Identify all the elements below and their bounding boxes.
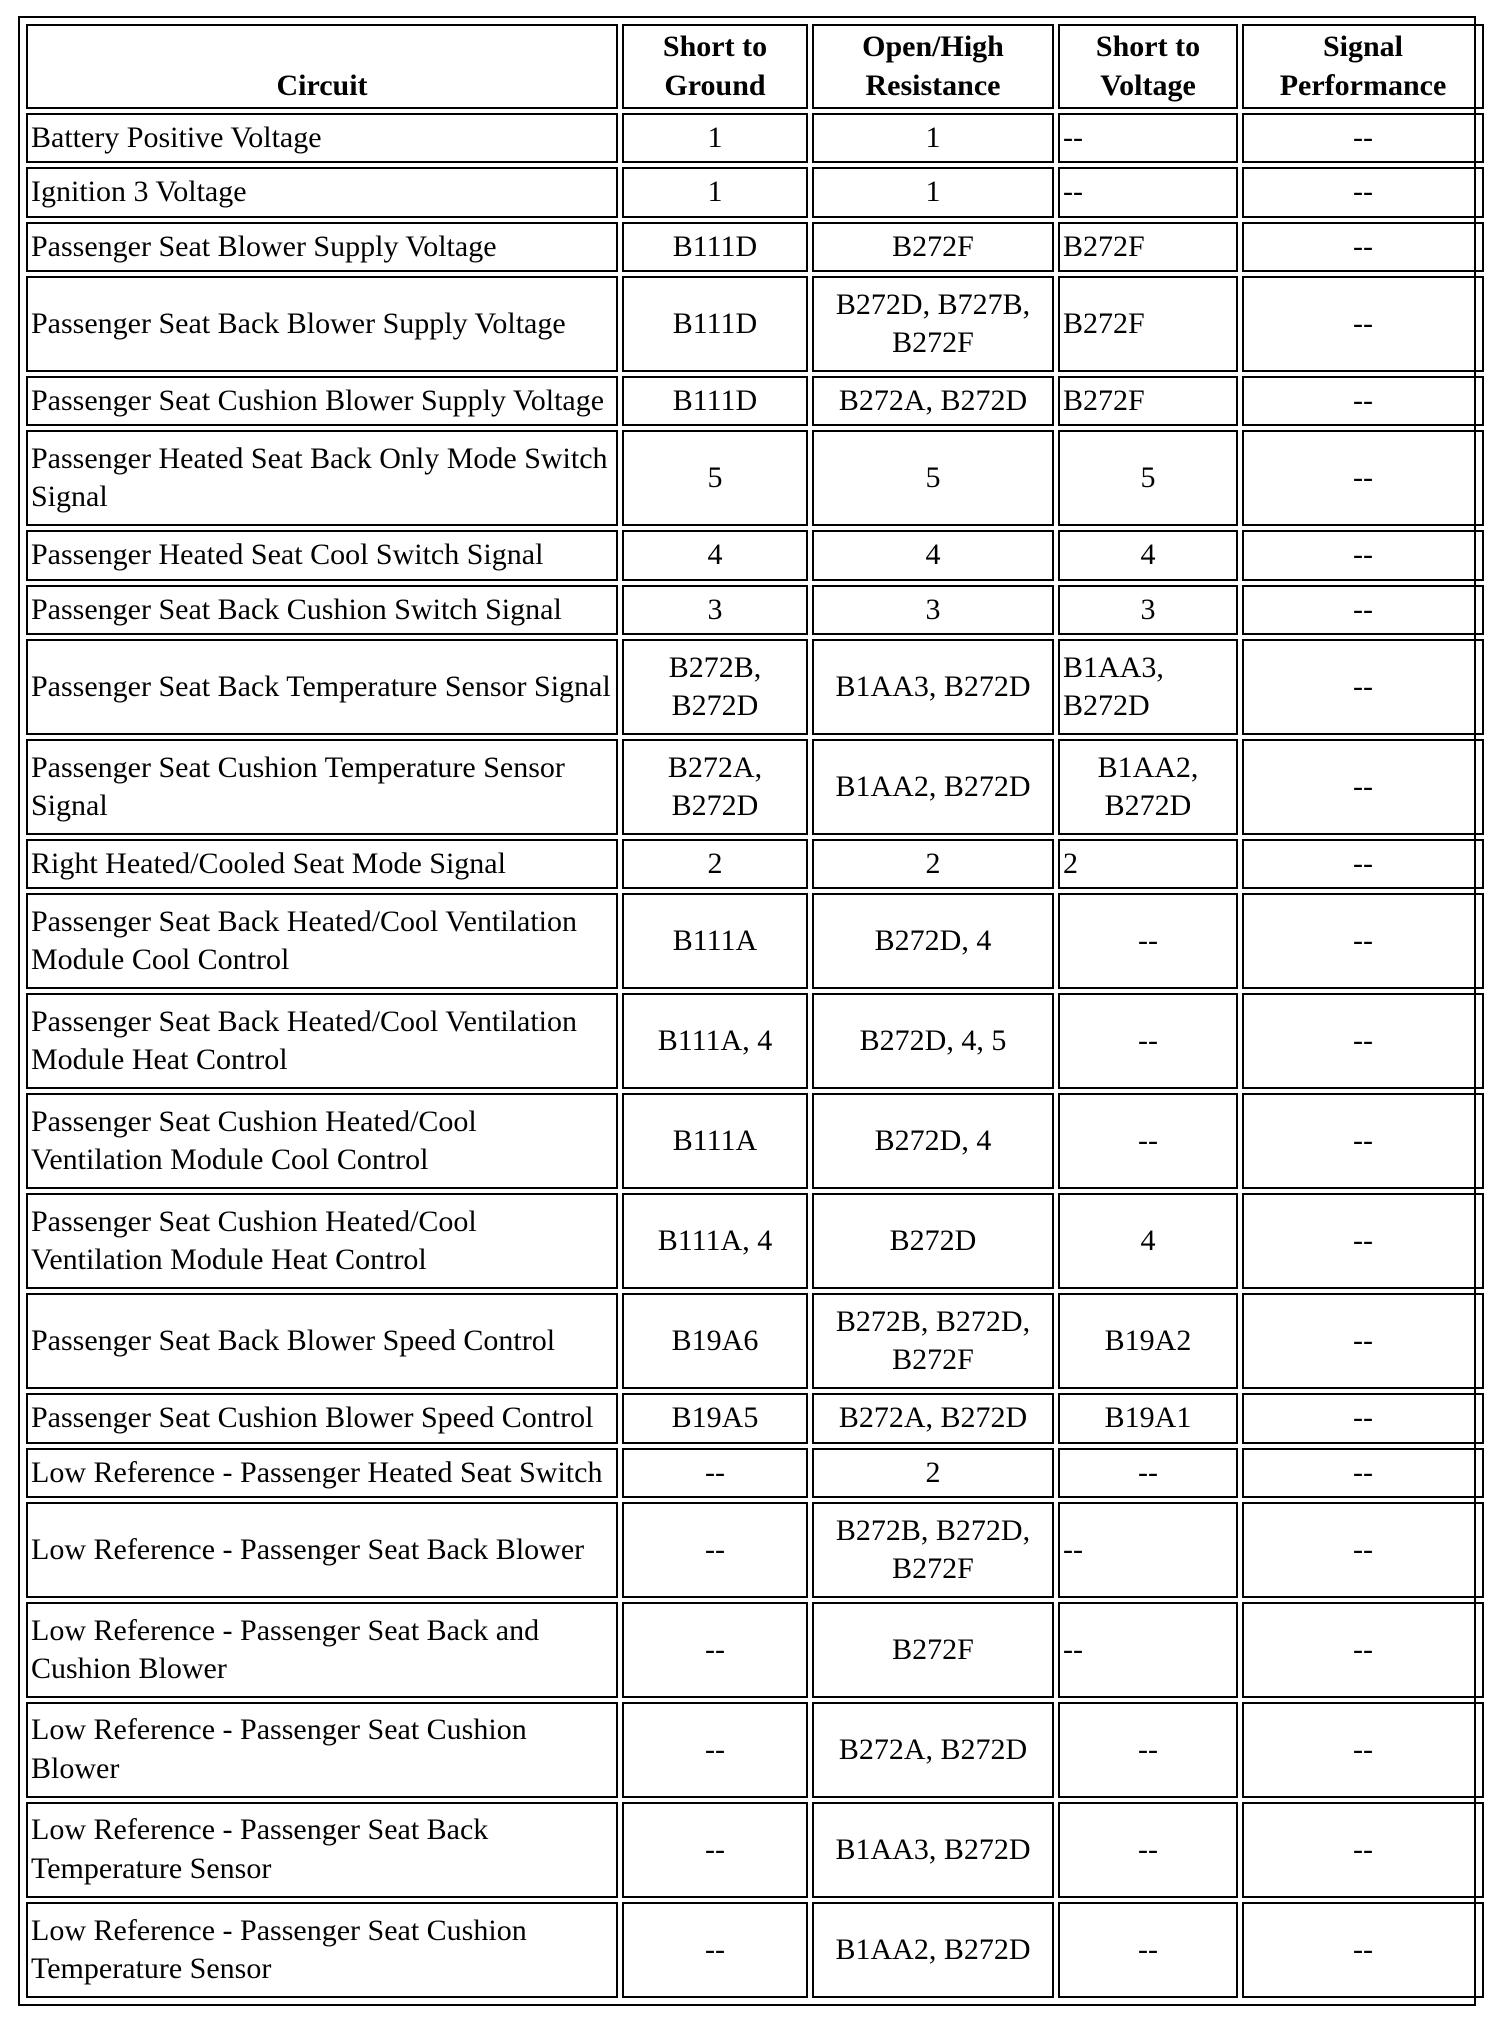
cell-circuit: Low Reference - Passenger Seat Back and Cushion Blower — [26, 1602, 618, 1698]
cell-circuit: Low Reference - Passenger Seat Cushion Temperature Sensor — [26, 1902, 618, 1998]
cell-short-to-voltage: -- — [1058, 1448, 1238, 1498]
cell-open-high-resistance: 1 — [812, 113, 1054, 163]
cell-open-high-resistance: B272D, 4 — [812, 893, 1054, 989]
cell-circuit: Passenger Seat Cushion Blower Supply Voltage — [26, 376, 618, 426]
cell-short-to-voltage: 4 — [1058, 530, 1238, 580]
cell-signal-performance: -- — [1242, 1802, 1484, 1898]
table-row — [26, 1602, 1484, 1698]
cell-short-to-ground: 5 — [622, 430, 808, 526]
cell-short-to-ground: B272B, B272D — [622, 639, 808, 735]
cell-open-high-resistance: B272D — [812, 1193, 1054, 1289]
cell-short-to-voltage: -- — [1058, 1702, 1238, 1798]
cell-signal-performance: -- — [1242, 585, 1484, 635]
table-row — [26, 585, 1484, 635]
cell-short-to-ground: 1 — [622, 167, 808, 217]
cell-short-to-voltage: -- — [1058, 1093, 1238, 1189]
cell-circuit: Passenger Heated Seat Cool Switch Signal — [26, 530, 618, 580]
header-short-to-voltage: Short to Voltage — [1058, 24, 1238, 109]
cell-short-to-ground: -- — [622, 1448, 808, 1498]
cell-short-to-ground: 3 — [622, 585, 808, 635]
cell-short-to-voltage: -- — [1058, 1502, 1238, 1598]
cell-open-high-resistance: B272B, B272D, B272F — [812, 1502, 1054, 1598]
cell-open-high-resistance: B272F — [812, 222, 1054, 272]
header-row — [26, 24, 1484, 109]
cell-short-to-ground: 2 — [622, 839, 808, 889]
cell-short-to-voltage: -- — [1058, 1802, 1238, 1898]
table-row — [26, 1502, 1484, 1598]
cell-open-high-resistance: B1AA3, B272D — [812, 639, 1054, 735]
cell-signal-performance: -- — [1242, 993, 1484, 1089]
cell-circuit: Battery Positive Voltage — [26, 113, 618, 163]
cell-signal-performance: -- — [1242, 1448, 1484, 1498]
cell-short-to-ground: 1 — [622, 113, 808, 163]
cell-short-to-voltage: -- — [1058, 993, 1238, 1089]
cell-short-to-ground: -- — [622, 1902, 808, 1998]
cell-circuit: Ignition 3 Voltage — [26, 167, 618, 217]
table-row — [26, 222, 1484, 272]
table-row — [26, 1393, 1484, 1443]
table-row — [26, 993, 1484, 1089]
table-row — [26, 430, 1484, 526]
cell-circuit: Low Reference - Passenger Seat Back Blower — [26, 1502, 618, 1598]
cell-open-high-resistance: 4 — [812, 530, 1054, 580]
cell-open-high-resistance: 2 — [812, 1448, 1054, 1498]
cell-circuit: Passenger Seat Cushion Heated/Cool Ventilation Module Heat Control — [26, 1193, 618, 1289]
cell-open-high-resistance: 1 — [812, 167, 1054, 217]
cell-signal-performance: -- — [1242, 639, 1484, 735]
cell-open-high-resistance: B272A, B272D — [812, 1393, 1054, 1443]
table-row — [26, 530, 1484, 580]
cell-open-high-resistance: B272F — [812, 1602, 1054, 1698]
cell-signal-performance: -- — [1242, 1702, 1484, 1798]
cell-open-high-resistance: B272A, B272D — [812, 1702, 1054, 1798]
cell-short-to-ground: B111D — [622, 376, 808, 426]
header-short-to-ground: Short to Ground — [622, 24, 808, 109]
cell-short-to-voltage: B19A2 — [1058, 1293, 1238, 1389]
cell-open-high-resistance: B1AA2, B272D — [812, 739, 1054, 835]
cell-short-to-voltage: B1AA3, B272D — [1058, 639, 1238, 735]
cell-open-high-resistance: B272B, B272D, B272F — [812, 1293, 1054, 1389]
cell-circuit: Passenger Seat Back Cushion Switch Signal — [26, 585, 618, 635]
table-body — [26, 113, 1484, 1998]
cell-short-to-voltage: B272F — [1058, 376, 1238, 426]
cell-circuit: Low Reference - Passenger Heated Seat Switch — [26, 1448, 618, 1498]
cell-short-to-ground: B111A, 4 — [622, 1193, 808, 1289]
cell-signal-performance: -- — [1242, 1193, 1484, 1289]
cell-short-to-ground: B111A, 4 — [622, 993, 808, 1089]
cell-signal-performance: -- — [1242, 839, 1484, 889]
table-row — [26, 1802, 1484, 1898]
table-row — [26, 376, 1484, 426]
cell-open-high-resistance: B272D, B727B, B272F — [812, 276, 1054, 372]
cell-open-high-resistance: 3 — [812, 585, 1054, 635]
cell-circuit: Passenger Seat Back Blower Supply Voltage — [26, 276, 618, 372]
cell-short-to-voltage: 3 — [1058, 585, 1238, 635]
cell-signal-performance: -- — [1242, 276, 1484, 372]
cell-open-high-resistance: B1AA3, B272D — [812, 1802, 1054, 1898]
cell-open-high-resistance: 5 — [812, 430, 1054, 526]
table-row — [26, 167, 1484, 217]
cell-short-to-voltage: -- — [1058, 1902, 1238, 1998]
table-row — [26, 839, 1484, 889]
cell-open-high-resistance: B272D, 4 — [812, 1093, 1054, 1189]
cell-signal-performance: -- — [1242, 530, 1484, 580]
cell-circuit: Passenger Seat Back Heated/Cool Ventilation Module Heat Control — [26, 993, 618, 1089]
table-row — [26, 1193, 1484, 1289]
cell-circuit: Passenger Seat Back Temperature Sensor Signal — [26, 639, 618, 735]
cell-short-to-voltage: B272F — [1058, 276, 1238, 372]
header-signal-performance: Signal Performance — [1242, 24, 1484, 109]
cell-signal-performance: -- — [1242, 739, 1484, 835]
cell-short-to-voltage: -- — [1058, 893, 1238, 989]
cell-signal-performance: -- — [1242, 1502, 1484, 1598]
cell-signal-performance: -- — [1242, 376, 1484, 426]
cell-signal-performance: -- — [1242, 1293, 1484, 1389]
cell-short-to-ground: 4 — [622, 530, 808, 580]
cell-short-to-ground: -- — [622, 1602, 808, 1698]
table-row — [26, 276, 1484, 372]
cell-short-to-voltage: -- — [1058, 167, 1238, 217]
cell-short-to-ground: B19A6 — [622, 1293, 808, 1389]
cell-short-to-voltage: 2 — [1058, 839, 1238, 889]
cell-signal-performance: -- — [1242, 893, 1484, 989]
cell-circuit: Passenger Seat Blower Supply Voltage — [26, 222, 618, 272]
cell-signal-performance: -- — [1242, 167, 1484, 217]
cell-short-to-voltage: -- — [1058, 113, 1238, 163]
cell-short-to-voltage: 5 — [1058, 430, 1238, 526]
table-row — [26, 1293, 1484, 1389]
cell-short-to-ground: B111D — [622, 222, 808, 272]
cell-short-to-voltage: B19A1 — [1058, 1393, 1238, 1443]
table-row — [26, 113, 1484, 163]
cell-circuit: Passenger Seat Cushion Blower Speed Control — [26, 1393, 618, 1443]
cell-short-to-ground: B111A — [622, 1093, 808, 1189]
cell-open-high-resistance: B272A, B272D — [812, 376, 1054, 426]
header-open-high-resistance: Open/High Resistance — [812, 24, 1054, 109]
cell-circuit: Low Reference - Passenger Seat Cushion Blower — [26, 1702, 618, 1798]
cell-circuit: Passenger Seat Back Heated/Cool Ventilation Module Cool Control — [26, 893, 618, 989]
cell-short-to-ground: -- — [622, 1702, 808, 1798]
cell-circuit: Passenger Seat Cushion Temperature Sensor Signal — [26, 739, 618, 835]
table-row — [26, 1093, 1484, 1189]
cell-open-high-resistance: 2 — [812, 839, 1054, 889]
cell-signal-performance: -- — [1242, 113, 1484, 163]
cell-short-to-ground: B272A, B272D — [622, 739, 808, 835]
table-row — [26, 739, 1484, 835]
cell-circuit: Passenger Seat Back Blower Speed Control — [26, 1293, 618, 1389]
cell-open-high-resistance: B272D, 4, 5 — [812, 993, 1054, 1089]
cell-short-to-ground: -- — [622, 1502, 808, 1598]
cell-short-to-voltage: B272F — [1058, 222, 1238, 272]
cell-circuit: Passenger Seat Cushion Heated/Cool Ventilation Module Cool Control — [26, 1093, 618, 1189]
cell-circuit: Right Heated/Cooled Seat Mode Signal — [26, 839, 618, 889]
cell-short-to-ground: B111D — [622, 276, 808, 372]
cell-signal-performance: -- — [1242, 1902, 1484, 1998]
cell-short-to-ground: B19A5 — [622, 1393, 808, 1443]
table-row — [26, 1902, 1484, 1998]
cell-short-to-voltage: -- — [1058, 1602, 1238, 1698]
cell-open-high-resistance: B1AA2, B272D — [812, 1902, 1054, 1998]
cell-signal-performance: -- — [1242, 1602, 1484, 1698]
cell-circuit: Passenger Heated Seat Back Only Mode Switch Signal — [26, 430, 618, 526]
cell-signal-performance: -- — [1242, 222, 1484, 272]
cell-short-to-voltage: B1AA2, B272D — [1058, 739, 1238, 835]
cell-short-to-voltage: 4 — [1058, 1193, 1238, 1289]
table-row — [26, 1448, 1484, 1498]
cell-short-to-ground: -- — [622, 1802, 808, 1898]
cell-signal-performance: -- — [1242, 430, 1484, 526]
table-row — [26, 639, 1484, 735]
cell-signal-performance: -- — [1242, 1093, 1484, 1189]
cell-signal-performance: -- — [1242, 1393, 1484, 1443]
cell-short-to-ground: B111A — [622, 893, 808, 989]
header-circuit: Circuit — [26, 24, 618, 109]
circuit-dtc-table — [22, 20, 1488, 2002]
cell-circuit: Low Reference - Passenger Seat Back Temperature Sensor — [26, 1802, 618, 1898]
table-row — [26, 893, 1484, 989]
table-row — [26, 1702, 1484, 1798]
